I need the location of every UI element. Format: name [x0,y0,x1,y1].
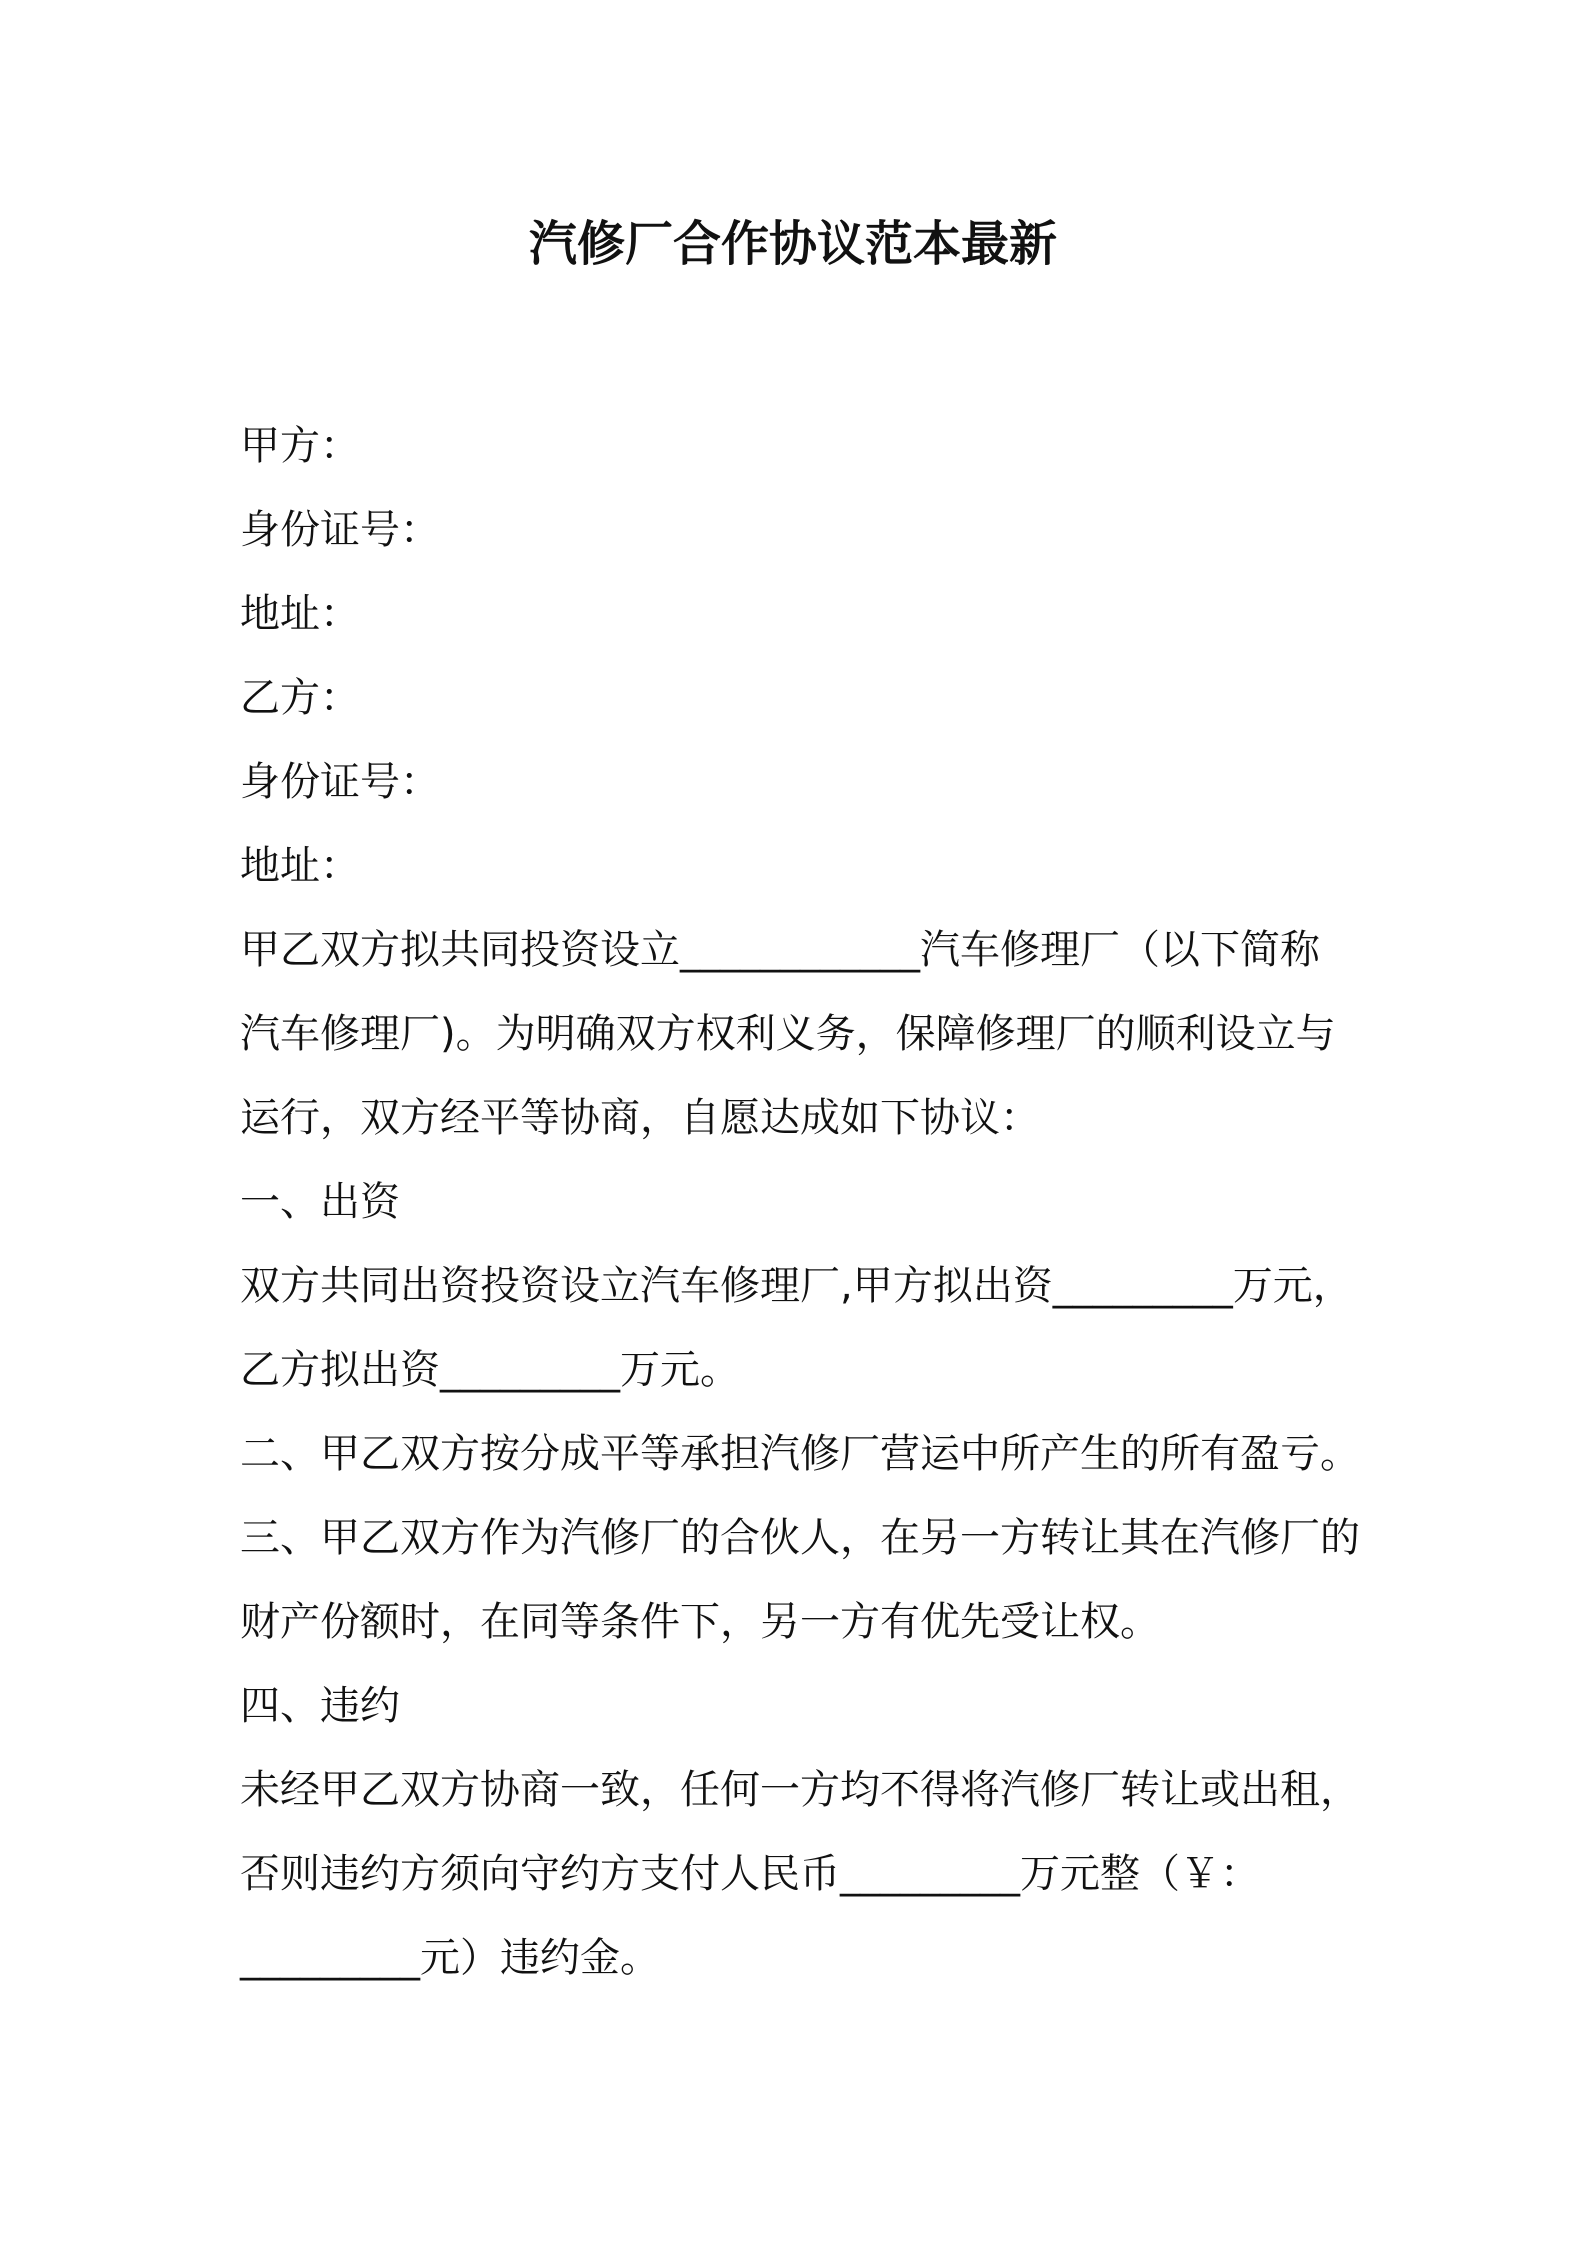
party-a-address-label: 地址： [240,591,360,637]
party-a-label: 甲方： [240,423,360,469]
section-1-heading: 一、出资 [240,1179,400,1225]
section-4-heading: 四、违约 [240,1683,400,1729]
section-1-text-line-1: 双方共同出资投资设立汽车修理厂,甲方拟出资_________万元， [240,1263,1353,1309]
party-a-id-label: 身份证号： [240,507,440,553]
party-b-id-label: 身份证号： [240,759,440,805]
section-3-text-line-2: 财产份额时，在同等条件下，另一方有优先受让权。 [240,1599,1160,1645]
party-b-label: 乙方： [240,675,360,721]
document-body [240,404,1370,2000]
section-4-text-line-3: _________元）违约金。 [240,1935,660,1981]
section-4-text-line-2: 否则违约方须向守约方支付人民币_________万元整（￥： [240,1851,1260,1897]
section-1-text-line-2: 乙方拟出资_________万元。 [240,1347,740,1393]
section-3-text-line-1: 三、甲乙双方作为汽修厂的合伙人，在另一方转让其在汽修厂的 [240,1515,1360,1561]
preamble-line-1: 甲乙双方拟共同投资设立____________汽车修理厂（以下简称 [240,927,1320,973]
preamble-line-2: 汽车修理厂)。为明确双方权利义务，保障修理厂的顺利设立与 [240,1011,1336,1057]
section-4-text-line-1: 未经甲乙双方协商一致，任何一方均不得将汽修厂转让或出租， [240,1767,1360,1813]
section-2-text: 二、甲乙双方按分成平等承担汽修厂营运中所产生的所有盈亏。 [240,1431,1360,1477]
party-b-address-label: 地址： [240,843,360,889]
preamble-line-3: 运行，双方经平等协商，自愿达成如下协议： [240,1095,1040,1141]
document-title: 汽修厂合作协议范本最新 [528,216,1057,272]
